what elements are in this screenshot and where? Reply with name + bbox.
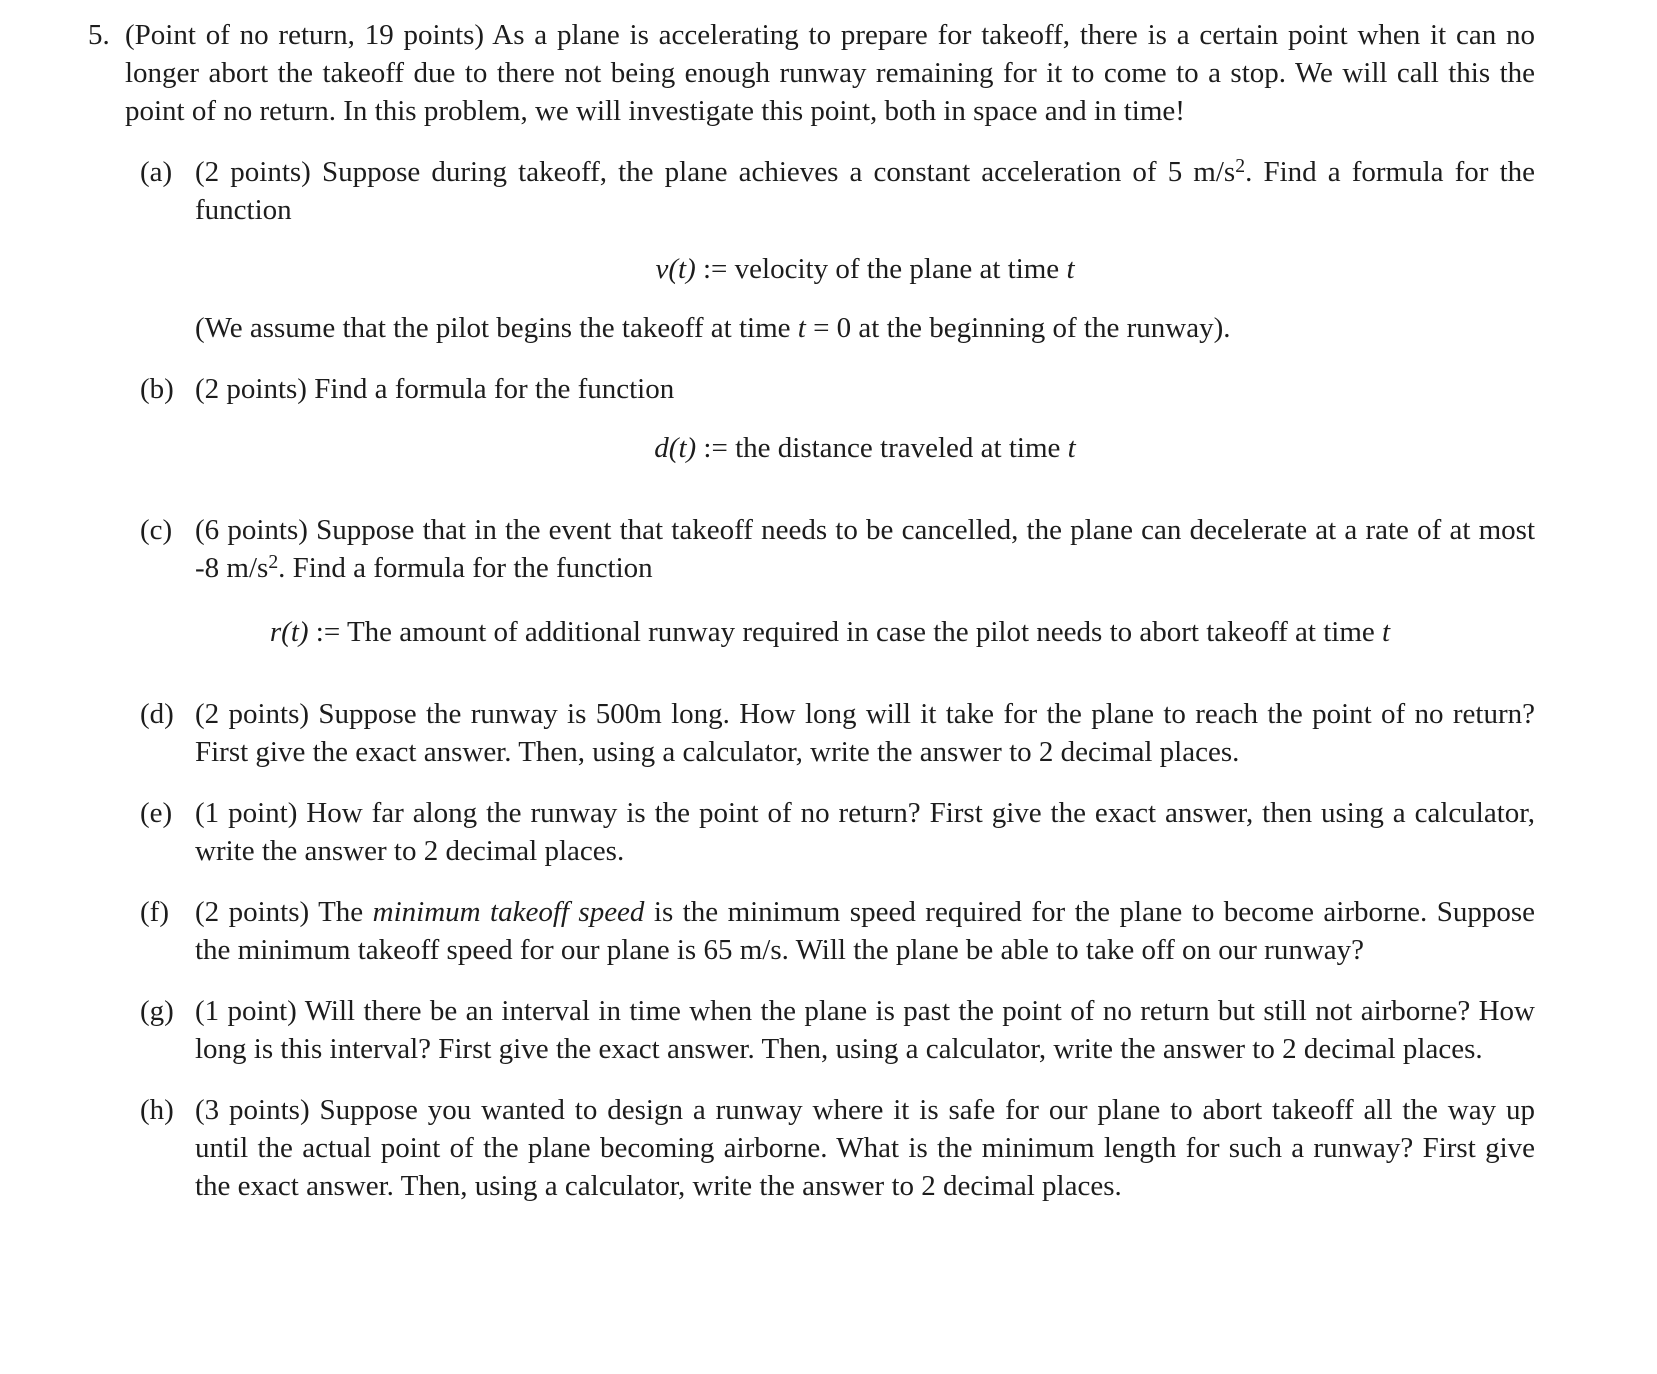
- part-e-text: (1 point) How far along the runway is the point of no return? First give the exact answer, then using a calculator, write the answer to 2 decimal places.: [195, 797, 1535, 867]
- part-g-text: (1 point) Will there be an interval in time when the plane is past the point of no return but still not airborne? How long is this interval? First give the exact answer. Then, using a calculator, write the answer to 2 decimal places.: [195, 995, 1535, 1065]
- part-f-italic-term: minimum takeoff speed: [372, 896, 645, 928]
- part-a-note-text-1: (We assume that the pilot begins the takeoff at time: [195, 312, 791, 344]
- math-t: t: [797, 312, 806, 344]
- part-body-d: [195, 695, 1535, 771]
- math-t: t: [1382, 616, 1391, 648]
- problem-number: 5.: [88, 19, 110, 51]
- math-t: t: [1066, 253, 1075, 285]
- part-label-h: (h): [140, 1094, 174, 1126]
- part-body-e: [195, 794, 1535, 870]
- formula-velocity-text: velocity of the plane at time: [734, 253, 1060, 285]
- part-c-superscript: 2: [268, 551, 279, 574]
- part-body-b: [195, 370, 1535, 488]
- part-label-c: (c): [140, 514, 173, 546]
- problem-intro: (Point of no return, 19 points) As a plane is accelerating to prepare for takeoff, there is a certain point when it can no longer abort the takeoff due to there not being enough runway remaining for it to come to a stop. We will call this the point of no return. In this problem, we will investigate this point, both in space and in time!: [125, 19, 1535, 127]
- part-a-note: [195, 309, 1535, 347]
- formula-velocity: [195, 250, 1535, 288]
- defined-as-symbol: :=: [315, 616, 341, 648]
- part-label-e: (e): [140, 797, 173, 829]
- defined-as-symbol: :=: [703, 432, 728, 464]
- math-d-of-t: d(t): [654, 432, 697, 464]
- part-c-text-1: (6 points) Suppose that in the event that takeoff needs to be cancelled, the plane can decelerate at a rate of at most -8 m/s: [195, 514, 1535, 584]
- part-a: [125, 153, 1535, 347]
- part-body-c: [195, 511, 1535, 672]
- part-c: [125, 511, 1535, 672]
- math-v-of-t: v(t): [655, 253, 696, 285]
- part-a-note-text-2: = 0 at the beginning of the runway).: [813, 312, 1231, 344]
- part-label-d: (d): [140, 698, 174, 730]
- part-f-text-1: (2 points) The: [195, 896, 364, 928]
- part-b-text: (2 points) Find a formula for the function: [195, 373, 675, 405]
- math-r-of-t: r(t): [269, 616, 309, 648]
- part-label-a: (a): [140, 156, 173, 188]
- part-label-f: (f): [140, 896, 169, 928]
- defined-as-symbol: :=: [702, 253, 728, 285]
- problem-content: [125, 16, 1535, 1205]
- part-a-superscript: 2: [1235, 155, 1246, 178]
- part-f-text-2: is the minimum speed required for the plane to become airborne. Suppose the minimum takeoff speed for our plane is 65 m/s. Will the plane be able to take off on our runway?: [195, 896, 1535, 966]
- part-d: [125, 695, 1535, 771]
- part-a-text-1: (2 points) Suppose during takeoff, the plane achieves a constant acceleration of 5 m/s: [195, 156, 1236, 188]
- part-g: [125, 992, 1535, 1068]
- part-label-b: (b): [140, 373, 174, 405]
- formula-distance-text: the distance traveled at time: [735, 432, 1061, 464]
- part-c-text-2: . Find a formula for the function: [278, 552, 653, 584]
- part-d-text: (2 points) Suppose the runway is 500m long. How long will it take for the plane to reach the point of no return? First give the exact answer. Then, using a calculator, write the answer to 2 decimal places.: [195, 698, 1535, 768]
- part-h-text: (3 points) Suppose you wanted to design a runway where it is safe for our plane to abort takeoff all the way up until the actual point of the plane becoming airborne. What is the minimum length for such a runway? First give the exact answer. Then, using a calculator, write the answer to 2 decimal places.: [195, 1094, 1535, 1202]
- formula-runway-required: [125, 613, 1535, 651]
- part-body-f: [195, 893, 1535, 969]
- part-h: [125, 1091, 1535, 1205]
- part-f: [125, 893, 1535, 969]
- formula-distance: [195, 429, 1535, 467]
- problem-5: [88, 16, 1535, 1205]
- formula-runway-required-text: The amount of additional runway required in case the pilot needs to abort takeoff at time: [346, 616, 1375, 648]
- part-label-g: (g): [140, 995, 174, 1027]
- math-t: t: [1067, 432, 1076, 464]
- part-body-g: [195, 992, 1535, 1068]
- part-a-text-2: . Find a formula for the function: [195, 156, 1535, 226]
- part-body-h: [195, 1091, 1535, 1205]
- part-body-a: [195, 153, 1535, 347]
- part-b: [125, 370, 1535, 488]
- part-e: [125, 794, 1535, 870]
